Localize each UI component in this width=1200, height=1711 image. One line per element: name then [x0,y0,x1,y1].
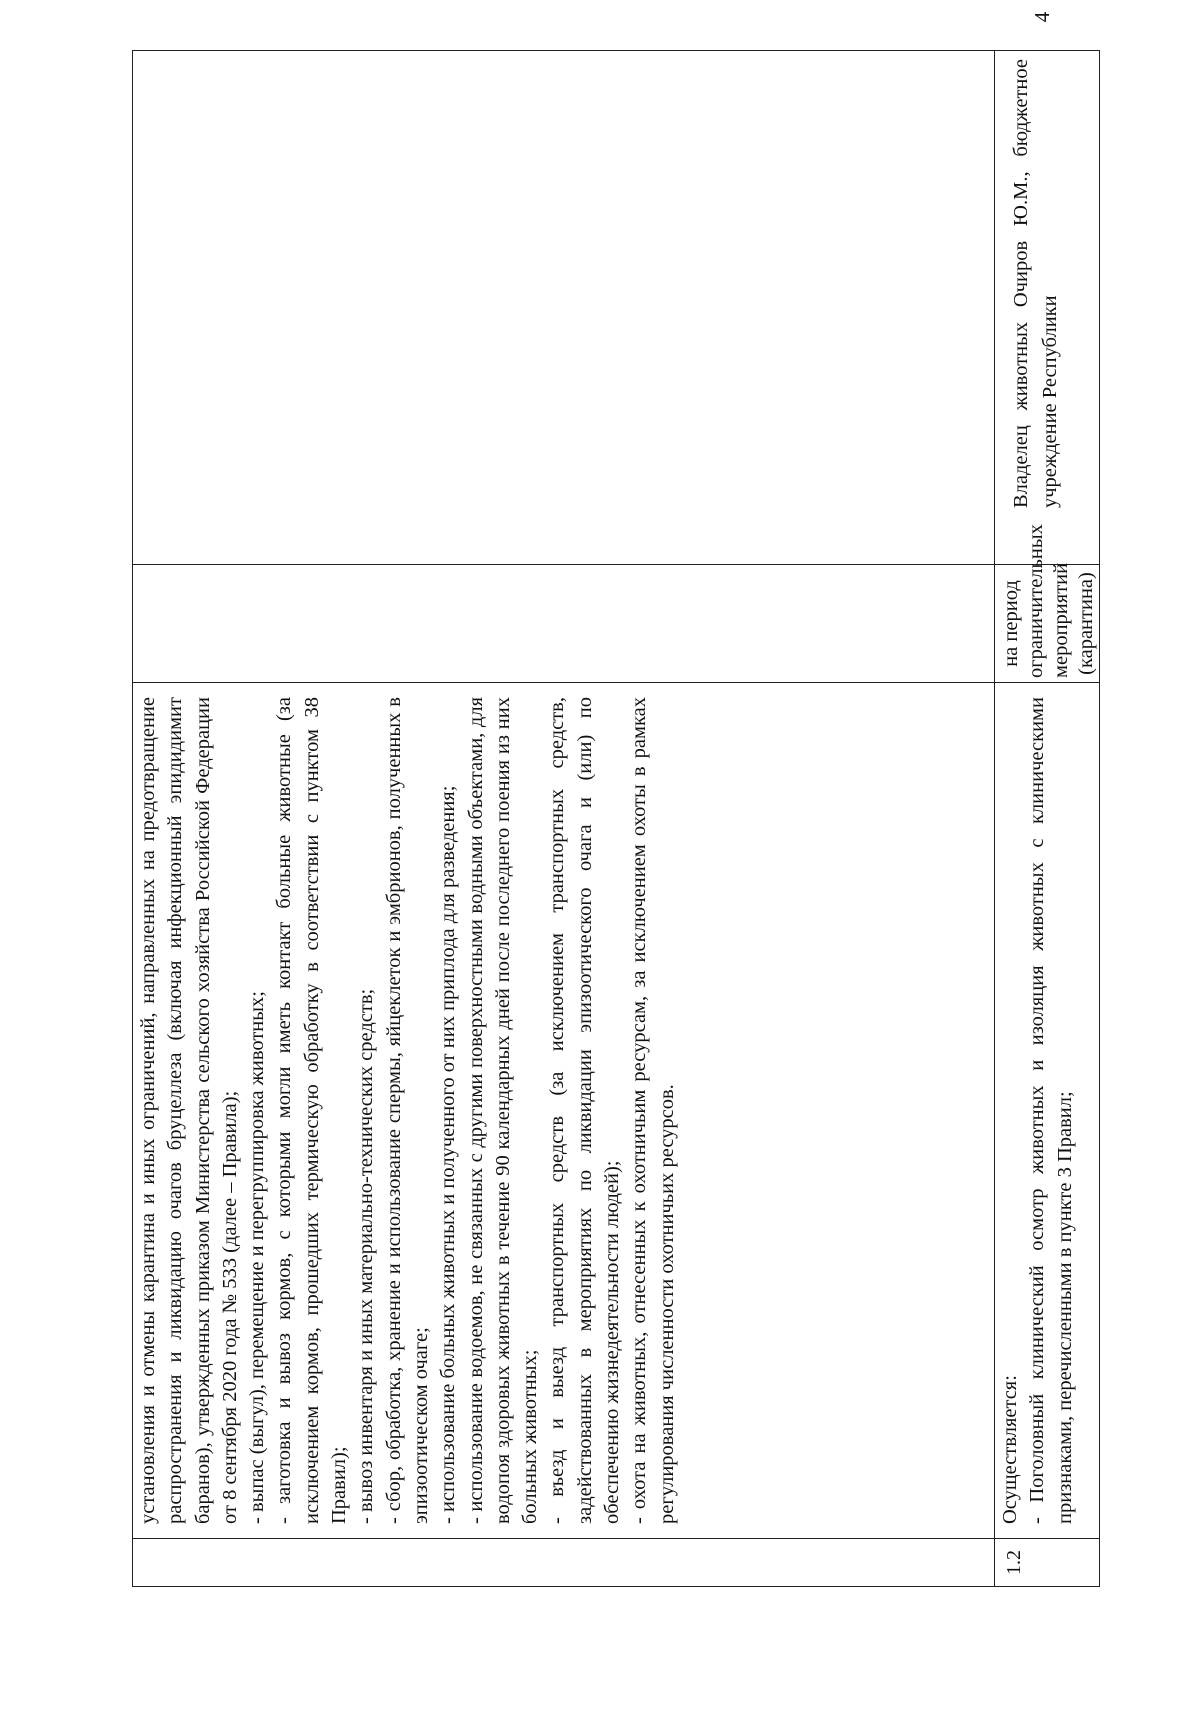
measure-cell [995,683,1100,1539]
responsible-cell: Владелец животных Очиров Ю.М., бюджетное учреждение Республики [995,51,1100,565]
measure-item: - вывоз инвентаря и иных материально-технических средств; [355,988,378,1524]
rotated-page [132,11,1097,1587]
measure-intro: Осуществляется: [999,1375,1021,1524]
measure-item: - въезд и выезд транспортных средств (за исключением транспортных средств, задействованных в мероприятиях по ликвидации эпизоотического очага и (или) по обеспечению жизнедеятельности людей); [546,697,624,1524]
period-cell: на период ограничительных мероприятий (карантина) [995,565,1100,683]
measure-item: - использование водоемов, не связанных с другими поверхностными водными объектами, для водопоя здоровых животных в течение 90 календарных дней после последнего поения из них больных животных; [464,697,542,1524]
measure-intro: установления и отмены карантина и иных ограничений, направленных на предотвращение распространения и ликвидацию очагов бруцеллеза (включая инфекционный эпидидимит баранов), утвержденных приказом Министерства сельского хозяйства Российской Федерации от 8 сентября 2020 года № 533 (далее – Правила); [137,697,241,1524]
measure-item: - заготовка и вывоз кормов, с которыми могли иметь контакт больные животные (за исключением кормов, прошедших термическую обработку в соответствии с пунктом 38 Правил); [273,697,351,1524]
responsible-cell [133,51,995,565]
measure-cell [133,683,995,1539]
page-number: 4 [1030,11,1054,23]
measures-table [132,50,1100,1587]
row-number-cell: 1.2 [995,1539,1100,1587]
period-cell [133,565,995,683]
measure-item: - Поголовный клинический осмотр животных и изоляция животных с клиническими признаками, перечисленными в пункте 3 Правил; [1026,697,1076,1524]
measure-item: - выпас (выгул), перемещение и перегруппировка животных; [246,991,269,1524]
table-row [995,51,1100,1587]
measure-item: - сбор, обработка, хранение и использование спермы, яйцеклеток и эмбрионов, полученных в эпизоотическом очаге; [382,697,432,1524]
measure-item: - охота на животных, отнесенных к охотничьим ресурсам, за исключением охоты в рамках регулирования численности охотничьих ресурсов. [628,697,678,1524]
measure-item: - использование больных животных и полученного от них приплода для разведения; [437,785,460,1524]
row-number-cell [133,1539,995,1587]
table-row [133,51,995,1587]
